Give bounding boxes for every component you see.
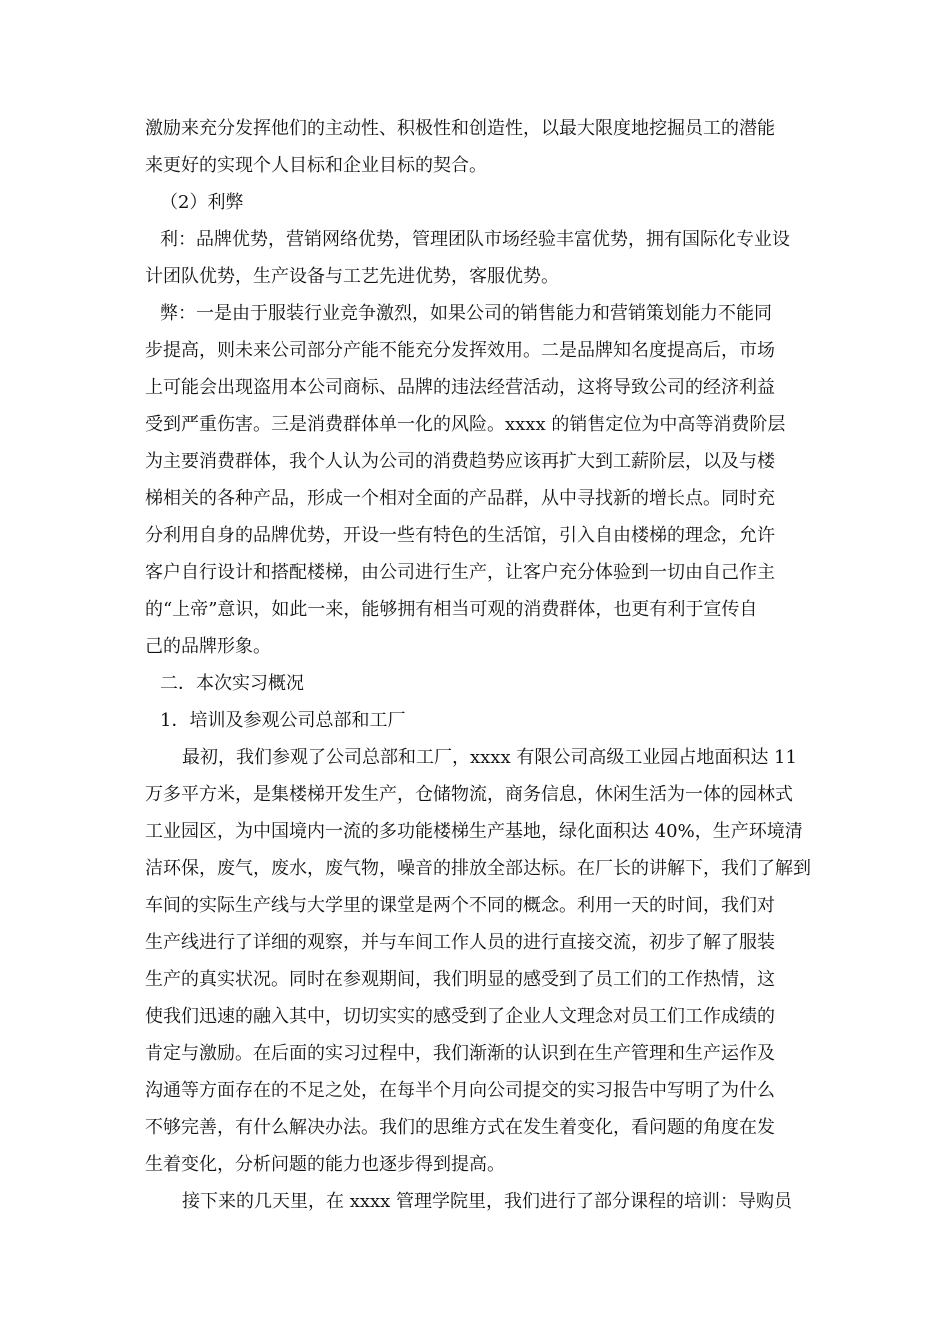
section-heading: （2）利弊 — [160, 192, 244, 213]
paragraph-line: 计团队优势，生产设备与工艺先进优势，客服优势。 — [145, 266, 559, 287]
paragraph-line: 利：品牌优势，营销网络优势，管理团队市场经验丰富优势，拥有国际化专业设 — [160, 229, 790, 250]
paragraph-line: 步提高，则未来公司部分产能不能充分发挥效用。二是品牌知名度提高后，市场 — [145, 340, 775, 361]
paragraph-line: 车间的实际生产线与大学里的课堂是两个不同的概念。利用一天的时间，我们对 — [145, 895, 775, 916]
paragraph-line: 生着变化，分析问题的能力也逐步得到提高。 — [145, 1154, 505, 1175]
paragraph-line: 为主要消费群体，我个人认为公司的消费趋势应该再扩大到工薪阶层，以及与楼 — [145, 451, 775, 472]
paragraph-line: 生产的真实状况。同时在参观期间，我们明显的感受到了员工们的工作热情，这 — [145, 969, 775, 990]
paragraph-line: 梯相关的各种产品，形成一个相对全面的产品群，从中寻找新的增长点。同时充 — [145, 488, 775, 509]
paragraph-line: 肯定与激励。在后面的实习过程中，我们渐渐的认识到在生产管理和生产运作及 — [145, 1043, 775, 1064]
paragraph-line: 最初，我们参观了公司总部和工厂，xxxx 有限公司高级工业园占地面积达 11 — [182, 747, 797, 768]
paragraph-line: 上可能会出现盗用本公司商标、品牌的违法经营活动，这将导致公司的经济利益 — [145, 377, 775, 398]
paragraph-line: 的“上帝”意识，如此一来，能够拥有相当可观的消费群体，也更有利于宣传自 — [145, 599, 758, 620]
paragraph-line: 分利用自身的品牌优势，开设一些有特色的生活馆，引入自由楼梯的理念，允许 — [145, 525, 775, 546]
paragraph-line: 受到严重伤害。三是消费群体单一化的风险。xxxx 的销售定位为中高等消费阶层 — [145, 414, 786, 435]
section-heading: 二．本次实习概况 — [160, 673, 304, 694]
paragraph-line: 弊：一是由于服装行业竞争激烈，如果公司的销售能力和营销策划能力不能同 — [160, 303, 772, 324]
paragraph-line: 生产线进行了详细的观察，并与车间工作人员的进行直接交流，初步了解了服装 — [145, 932, 775, 953]
paragraph-line: 洁环保，废气，废水，废气物，噪音的排放全部达标。在厂长的讲解下，我们了解到 — [145, 858, 811, 879]
paragraph-line: 己的品牌形象。 — [145, 636, 271, 657]
paragraph-line: 客户自行设计和搭配楼梯，由公司进行生产，让客户充分体验到一切由自己作主 — [145, 562, 775, 583]
paragraph-line: 沟通等方面存在的不足之处，在每半个月向公司提交的实习报告中写明了为什么 — [145, 1080, 775, 1101]
subsection-heading: 1．培训及参观公司总部和工厂 — [160, 710, 406, 731]
paragraph-line: 不够完善，有什么解决办法。我们的思维方式在发生着变化，看问题的角度在发 — [145, 1117, 775, 1138]
paragraph-line: 接下来的几天里，在 xxxx 管理学院里，我们进行了部分课程的培训：导购员 — [182, 1191, 793, 1212]
paragraph-line: 万多平方米，是集楼梯开发生产，仓储物流，商务信息，休闲生活为一体的园林式 — [145, 784, 793, 805]
paragraph-line: 来更好的实现个人目标和企业目标的契合。 — [145, 155, 487, 176]
paragraph-line: 工业园区，为中国境内一流的多功能楼梯生产基地，绿化面积达 40%，生产环境清 — [145, 821, 803, 842]
paragraph-line: 使我们迅速的融入其中，切切实实的感受到了企业人文理念对员工们工作成绩的 — [145, 1006, 775, 1027]
paragraph-line: 激励来充分发挥他们的主动性、积极性和创造性，以最大限度地挖掘员工的潜能 — [145, 118, 775, 139]
